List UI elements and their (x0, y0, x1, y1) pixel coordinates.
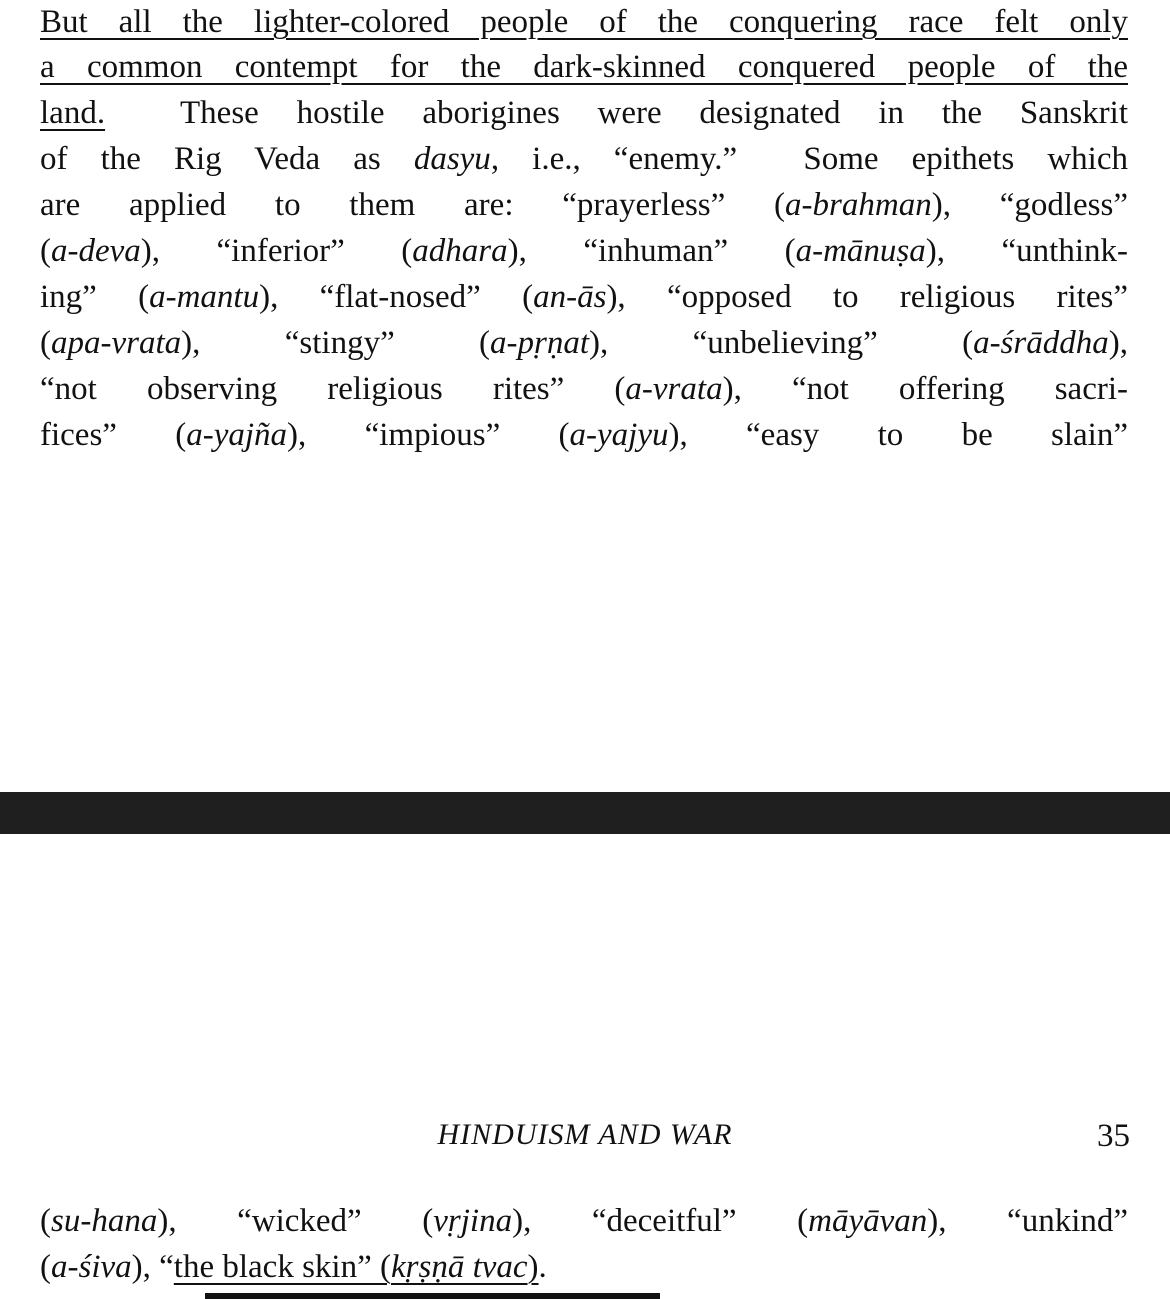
text-line-5 (40, 183, 1128, 227)
text-run: These hostile aborigines were designated in the Sanskrit (105, 95, 1128, 131)
text-run: are applied to them are: “prayerless” ( (40, 187, 786, 223)
sanskrit-term: vṛjina (433, 1203, 513, 1239)
text-run: “not observing religious rites” ( (40, 371, 626, 407)
text-run: ), “stingy” ( (181, 325, 491, 361)
sanskrit-term: a-śrāddha (973, 325, 1109, 361)
text-run: ), (1108, 325, 1128, 361)
sanskrit-term: māyāvan (808, 1203, 928, 1239)
running-head: HINDUISM AND WAR (437, 1118, 733, 1151)
text-run: ), “unkind” (927, 1203, 1129, 1239)
text-run: ), “deceitful” ( (512, 1203, 809, 1239)
text-run: ), “godless” (931, 187, 1128, 223)
text-run: ), “inhuman” ( (507, 233, 796, 269)
underlined-text: a common contempt for the dark-skinned conquered people of the (40, 49, 1128, 85)
sanskrit-term: a-deva (51, 233, 141, 269)
sanskrit-term: apa-vrata (51, 325, 182, 361)
sanskrit-term: a-vrata (625, 371, 723, 407)
sanskrit-term: a-yajña (186, 417, 288, 453)
text-line-10 (40, 413, 1128, 457)
text-line-6 (40, 229, 1128, 273)
text-run: . (538, 1249, 547, 1285)
text-run: ), “flat-nosed” ( (259, 279, 534, 315)
underlined-text: the black skin” ( (173, 1249, 391, 1285)
text-line-8 (40, 321, 1128, 365)
sanskrit-term: a-śiva (51, 1249, 132, 1285)
sanskrit-term: a-mānuṣa (795, 233, 926, 269)
sanskrit-term: a-yajyu (569, 417, 669, 453)
text-run: ), “unbelieving” ( (589, 325, 974, 361)
text-run: ), “ (131, 1249, 174, 1285)
text-run: ing” ( (40, 279, 150, 315)
text-line-3 (40, 91, 1128, 135)
cut-off-underline (205, 1293, 660, 1299)
underlined-text: land. (40, 95, 106, 131)
text-run: of the Rig Veda as (40, 141, 414, 177)
page-number: 35 (1097, 1118, 1130, 1154)
text-line-9 (40, 367, 1128, 411)
sanskrit-term: a-pṛṇat (490, 325, 590, 361)
sanskrit-term: a-brahman (785, 187, 932, 223)
text-run: ( (40, 233, 51, 269)
text-line-1 (40, 0, 1128, 44)
text-run: fices” ( (40, 417, 187, 453)
text-line-4 (40, 137, 1128, 181)
text-run: , i.e., “enemy.” Some epithets which (490, 141, 1128, 177)
sanskrit-term: an-ās (533, 279, 607, 315)
sanskrit-term: su-hana (51, 1203, 158, 1239)
sanskrit-term: adhara (412, 233, 508, 269)
text-line-12 (40, 1245, 1128, 1289)
text-run: ( (40, 1249, 51, 1285)
sanskrit-term: a-mantu (149, 279, 260, 315)
screenshot-divider-band (0, 792, 1170, 834)
sanskrit-term: kṛṣṇā tvac (390, 1249, 528, 1285)
text-run: ), “opposed to religious rites” (606, 279, 1128, 315)
text-run: ), “easy to be slain” (668, 417, 1129, 453)
text-run: ), “unthink- (925, 233, 1128, 269)
text-line-2 (40, 45, 1128, 89)
sanskrit-term: dasyu (413, 141, 491, 177)
text-run: ), “impious” ( (287, 417, 570, 453)
text-run: ), “not offering sacri- (722, 371, 1128, 407)
text-run: ( (40, 325, 51, 361)
text-line-7 (40, 275, 1128, 319)
underlined-text: ) (527, 1249, 539, 1285)
text-run: ( (40, 1203, 51, 1239)
text-run: ), “inferior” ( (140, 233, 413, 269)
underlined-text: But all the lighter-colored people of the conquering race felt only (40, 4, 1128, 40)
text-line-11 (40, 1199, 1128, 1243)
text-run: ), “wicked” ( (157, 1203, 434, 1239)
